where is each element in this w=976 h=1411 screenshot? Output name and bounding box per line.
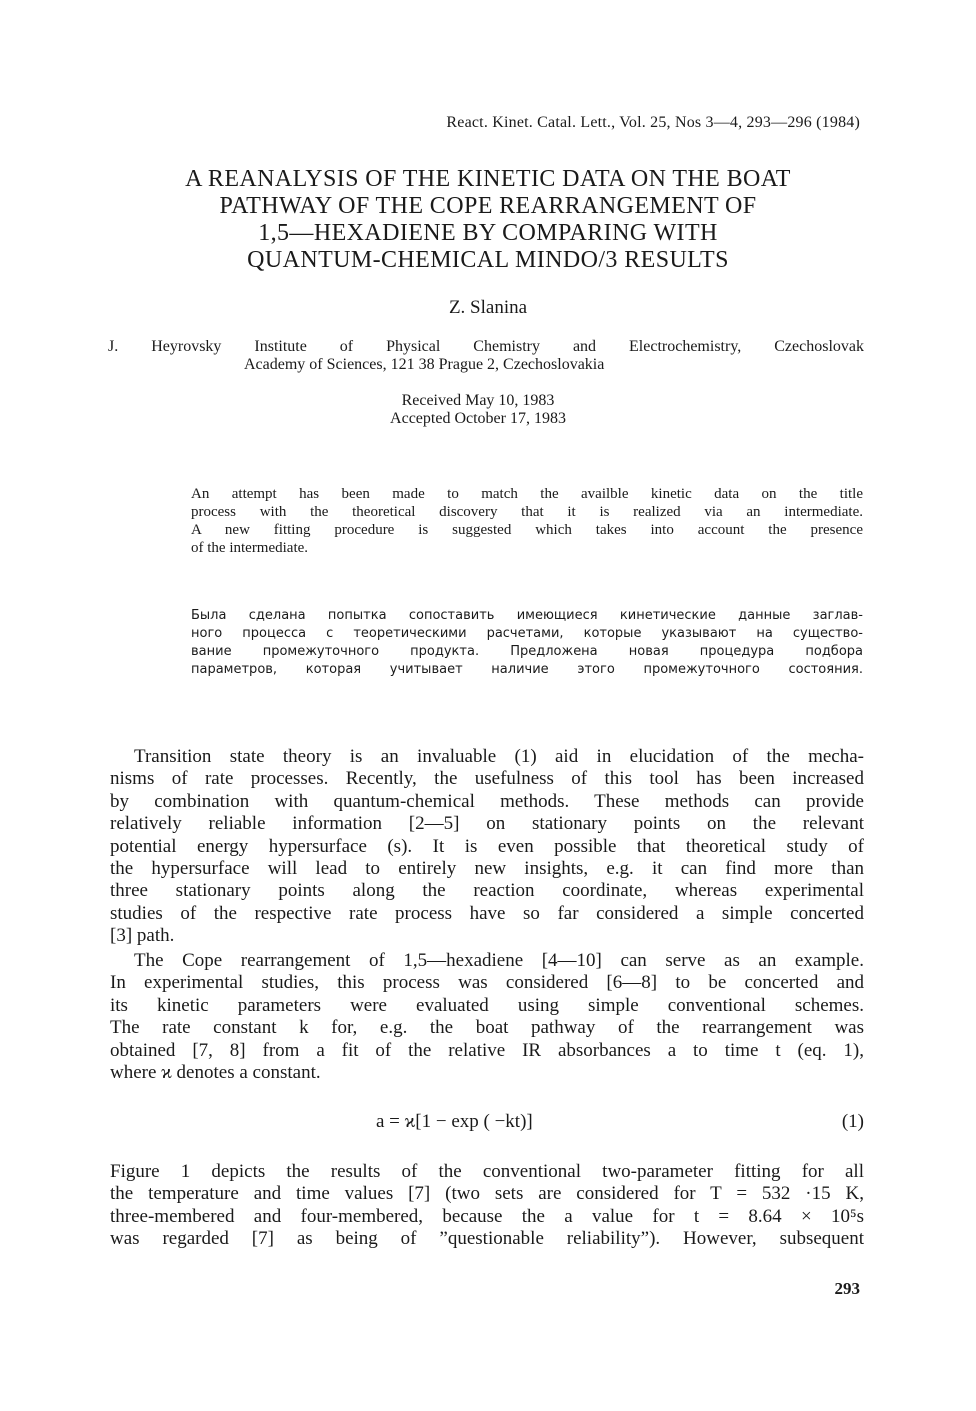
title-line: PATHWAY OF THE COPE REARRANGEMENT OF — [219, 193, 757, 219]
author: Z. Slanina — [448, 297, 528, 318]
affiliation — [108, 338, 864, 374]
abstract-english — [191, 485, 863, 557]
accepted-date: Accepted October 17, 1983 — [390, 410, 566, 427]
title-line: QUANTUM-CHEMICAL MINDO/3 RESULTS — [247, 247, 729, 273]
body-line: [3] path. — [110, 925, 175, 947]
equation-number: (1) — [841, 1111, 864, 1132]
body-line: the temperature and time values [7] (two sets are considered for T = 532 ·15 K, — [110, 1183, 864, 1205]
received-date: Received May 10, 1983 — [401, 392, 555, 409]
body-line: relatively reliable information [2—5] on stationary points on the relevant — [110, 813, 864, 835]
body-paragraph-3 — [110, 1161, 864, 1251]
page-number: 293 — [834, 1279, 860, 1298]
body-line: potential energy hypersurface (s). It is even possible that theoretical study of — [110, 835, 864, 857]
abstract-line: вание промежуточного продукта. Предложена новая процедура подбора — [191, 644, 863, 659]
body-line: Figure 1 depicts the results of the conventional two-parameter fitting for all — [110, 1161, 864, 1182]
body-line: obtained [7, 8] from a fit of the relative IR absorbances a to time t (eq. 1), — [110, 1039, 864, 1061]
abstract-line: An attempt has been made to match the availble kinetic data on the title — [191, 486, 863, 502]
abstract-line: process with the theoretical discovery that it is realized via an intermediate. — [191, 504, 863, 520]
body-paragraph-2 — [110, 950, 864, 1084]
body-line: by combination with quantum-chemical methods. These methods can provide — [110, 790, 864, 812]
body-line: the hypersurface will lead to entirely new insights, e.g. it can find more than — [110, 858, 864, 880]
abstract-line: Была сделана попытка сопоставить имеющиеся кинетические данные заглав- — [191, 608, 863, 623]
body-line: The Cope rearrangement of 1,5—hexadiene [4—10] can serve as an example. — [134, 950, 864, 971]
abstract-line: of the intermediate. — [191, 540, 309, 556]
affiliation-line: J. Heyrovsky Institute of Physical Chemistry and Electrochemistry, Czechoslovak — [108, 338, 864, 355]
affiliation-line: Academy of Sciences, 121 38 Prague 2, Czechoslovakia — [244, 356, 605, 373]
abstract-line: A new fitting procedure is suggested which takes into account the presence — [191, 522, 863, 538]
paper-title — [100, 166, 876, 274]
body-line: Transition state theory is an invaluable (1) aid in elucidation of the mecha- — [134, 746, 864, 767]
title-line: A REANALYSIS OF THE KINETIC DATA ON THE BOAT — [185, 166, 791, 192]
abstract-line: ного процесса с теоретическими расчетами, которые указывают на существо- — [191, 626, 863, 641]
body-line: The rate constant k for, e.g. the boat pathway of the rearrangement was — [110, 1017, 864, 1039]
equation-text: a = ϰ[1 − exp ( −kt)] — [376, 1111, 533, 1132]
body-line: was regarded [7] as being of ”questionable reliability”). However, subsequent — [110, 1228, 864, 1250]
body-line: three stationary points along the reaction coordinate, whereas experimental — [110, 880, 864, 902]
body-line: studies of the respective rate process have so far considered a simple concerted — [110, 902, 864, 924]
body-line: where ϰ denotes a constant. — [110, 1062, 321, 1084]
dates — [0, 392, 956, 428]
body-paragraph-1 — [110, 746, 864, 948]
body-line: nisms of rate processes. Recently, the usefulness of this tool has been increased — [110, 768, 864, 790]
journal-reference: React. Kinet. Catal. Lett., Vol. 25, Nos 3—4, 293—296 (1984) — [446, 114, 860, 131]
body-line: its kinetic parameters were evaluated using simple conventional schemes. — [110, 994, 864, 1016]
body-line: three-membered and four-membered, because the a value for t = 8.64 × 10⁵s — [110, 1205, 864, 1227]
abstract-russian — [191, 607, 863, 679]
body-line: In experimental studies, this process was considered [6—8] to be concerted and — [110, 972, 864, 994]
abstract-line: параметров, которая учитывает наличие этого промежуточного состояния. — [191, 662, 863, 677]
title-line: 1,5—HEXADIENE BY COMPARING WITH — [258, 220, 718, 246]
